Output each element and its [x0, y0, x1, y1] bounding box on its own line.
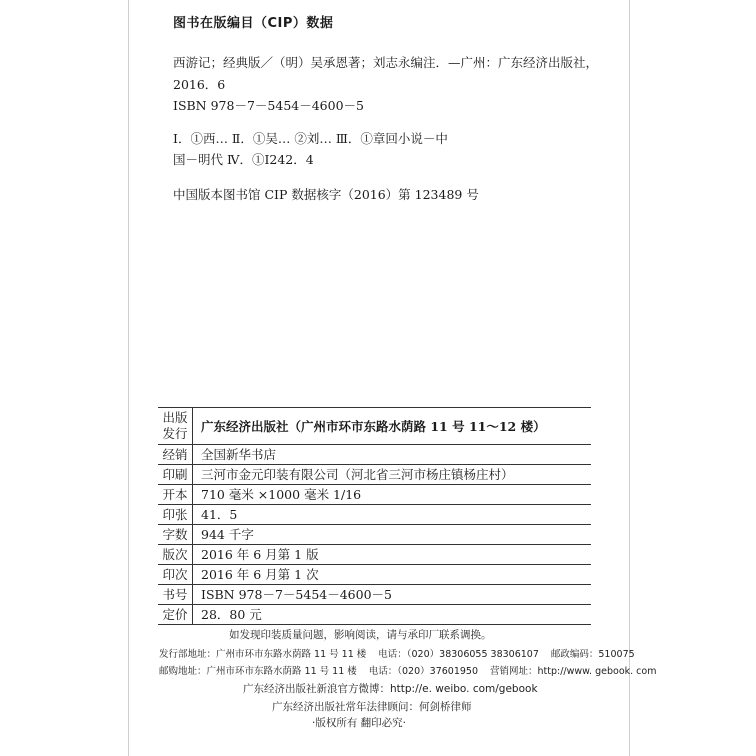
- table-row: [158, 545, 591, 565]
- table-row: [158, 485, 591, 505]
- table-row: [158, 465, 591, 485]
- cip-line-1: 西游记；经典版／（明）吴承恩著；刘志永编注．—广州：广东经济出版社，: [173, 55, 599, 70]
- row-label: 书号: [158, 585, 193, 605]
- row-label: 印张: [158, 505, 193, 525]
- quality-notice: 如发现印装质量问题，影响阅读，请与承印厂联系调换。: [229, 629, 492, 641]
- table-row: [158, 408, 591, 445]
- row-value: 2016 年 6 月第 1 版: [193, 545, 592, 565]
- table-row: [158, 585, 591, 605]
- row-label: 版次: [158, 545, 193, 565]
- row-value: 广东经济出版社（广州市环市东路水荫路 11 号 11～12 楼）: [193, 408, 592, 445]
- row-value: 28．80 元: [193, 605, 592, 625]
- row-label: 出版发行: [158, 408, 193, 445]
- rights-reserved-line: ·版权所有 翻印必究·: [312, 717, 407, 729]
- row-value: ISBN 978－7－5454－4600－5: [193, 585, 592, 605]
- issue-phone: 电话：（020）38306055 38306107: [378, 649, 539, 660]
- table-row: [158, 565, 591, 585]
- row-value: 三河市金元印装有限公司（河北省三河市杨庄镇杨庄村）: [193, 465, 592, 485]
- row-label: 经销: [158, 445, 193, 465]
- cip-title: 图书在版编目（CIP）数据: [173, 16, 334, 31]
- mail-address: 邮购地址：广州市环市东路水荫路 11 号 11 楼: [159, 666, 357, 677]
- publication-info-table: [158, 407, 591, 625]
- row-value: 41．5: [193, 505, 592, 525]
- cip-classification-2: 国－明代 Ⅳ．①I242．4: [173, 152, 314, 167]
- table-row: [158, 445, 591, 465]
- cip-record-number: 中国版本图书馆 CIP 数据核字（2016）第 123489 号: [173, 187, 479, 202]
- cip-isbn: ISBN 978－7－5454－4600－5: [173, 98, 364, 113]
- row-label: 印次: [158, 565, 193, 585]
- mail-phone: 电话：（020）37601950: [368, 666, 479, 677]
- row-value: 全国新华书店: [193, 445, 592, 465]
- issue-address: 发行部地址：广州市环市东路水荫路 11 号 11 楼: [159, 649, 367, 660]
- row-value: 710 毫米 ×1000 毫米 1/16: [193, 485, 592, 505]
- mail-order-info: [159, 663, 668, 677]
- row-label: 印刷: [158, 465, 193, 485]
- row-label: 定价: [158, 605, 193, 625]
- table-row: [158, 505, 591, 525]
- legal-advisor-line: 广东经济出版社常年法律顾问：何剑桥律师: [272, 701, 472, 713]
- cip-classification-1: Ⅰ．①西… Ⅱ．①吴… ②刘… Ⅲ．①章回小说－中: [173, 131, 448, 146]
- cip-line-2: 2016．6: [173, 77, 226, 92]
- row-value: 2016 年 6 月第 1 次: [193, 565, 592, 585]
- row-value: 944 千字: [193, 525, 592, 545]
- table-row: [158, 605, 591, 625]
- issue-department-info: [159, 646, 647, 660]
- issue-zip: 邮政编码：510075: [550, 649, 635, 660]
- row-label: 字数: [158, 525, 193, 545]
- row-label: 开本: [158, 485, 193, 505]
- table-row: [158, 525, 591, 545]
- mail-site: 营销网址：http://www. gebook. com: [490, 666, 657, 677]
- weibo-line: 广东经济出版社新浪官方微博：http://e. weibo. com/gebook: [243, 683, 538, 695]
